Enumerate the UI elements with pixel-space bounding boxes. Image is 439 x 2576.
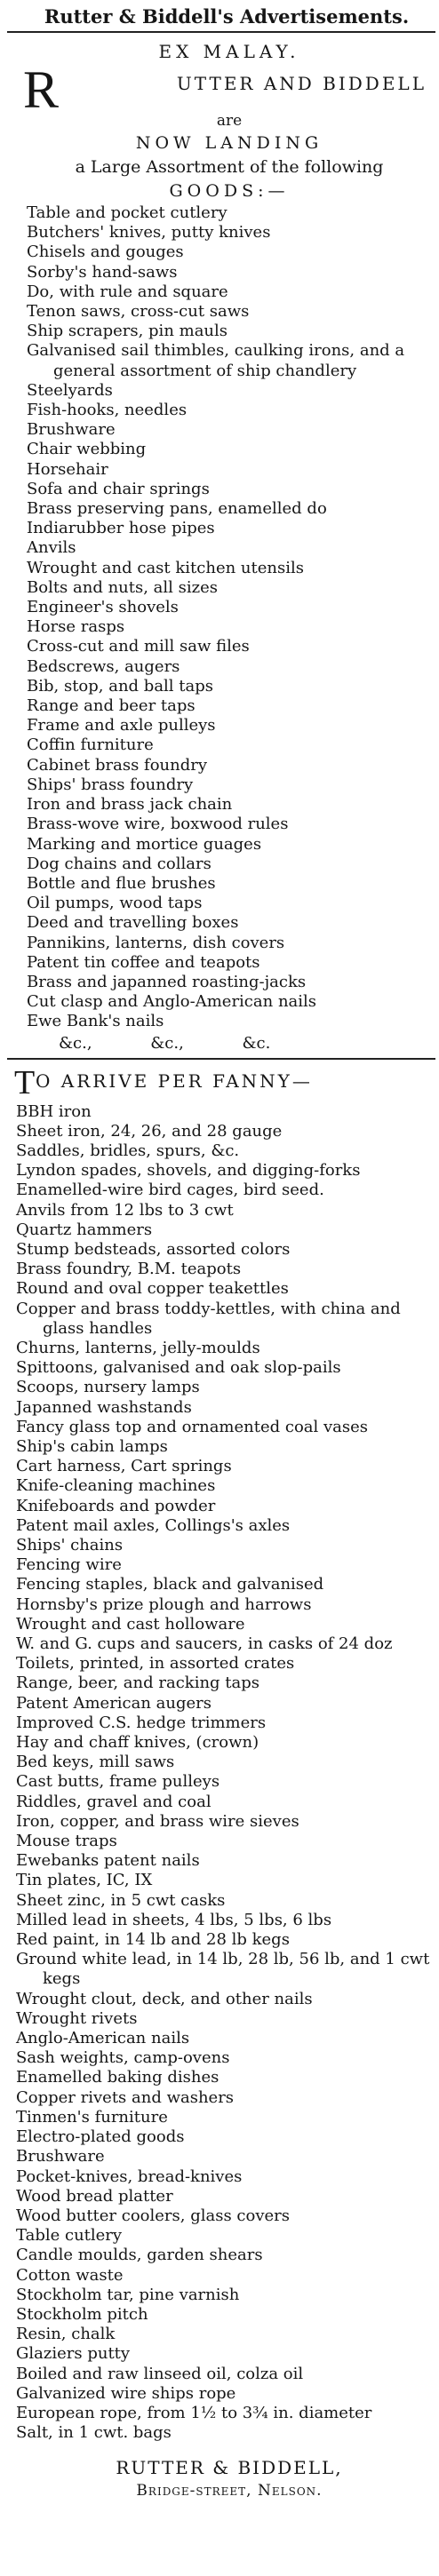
list-item: Brushware [16, 2147, 105, 2167]
list-item: Cotton waste [16, 2265, 124, 2285]
address: Bridge-street, Nelson. [136, 2482, 323, 2500]
list-item: Sorby's hand-saws [27, 262, 178, 282]
list-item: Ewe Bank's nails [27, 1012, 164, 1031]
list-item: Cut clasp and Anglo-American nails [27, 992, 317, 1012]
list-item: Bib, stop, and ball taps [27, 676, 214, 696]
list-item: Sash weights, camp-ovens [16, 2048, 230, 2068]
list-item: Anvils from 12 lbs to 3 cwt [16, 1200, 234, 1220]
list-item: Deed and travelling boxes [27, 913, 239, 933]
list-item: Cabinet brass foundry [27, 755, 208, 775]
list-item: Pocket-knives, bread-knives [16, 2167, 243, 2186]
arrive-list [16, 1102, 432, 2444]
list-item: Range and beer taps [27, 696, 196, 716]
list-item: Patent mail axles, Collings's axles [16, 1515, 291, 1535]
firm-name: UTTER AND BIDDELL [176, 73, 427, 94]
list-item: Salt, in 1 cwt. bags [16, 2423, 172, 2443]
list-item: Quartz hammers [16, 1220, 153, 1239]
list-item: Tin plates, IC, IX [16, 1871, 153, 1890]
list-item: BBH iron [16, 1101, 92, 1121]
list-item: Sheet zinc, in 5 cwt casks [16, 1890, 226, 1910]
list-item: Steelyards [27, 380, 113, 400]
list-item: Ground white lead, in 14 lb, 28 lb, 56 lb, and 1 cwt kegs [16, 1950, 430, 1989]
etc-line: &c., &c., &c. [59, 1033, 271, 1053]
list-item: Horse rasps [27, 617, 125, 637]
list-item: Marking and mortice guages [27, 834, 262, 854]
list-item: Saddles, bridles, spurs, &c. [16, 1141, 240, 1160]
list-item: Patent American augers [16, 1693, 212, 1713]
list-item: Brass preserving pans, enamelled do [27, 499, 327, 519]
list-item: Cart harness, Cart springs [16, 1457, 232, 1476]
now-landing-heading: NOW LANDING [135, 133, 323, 153]
list-item: Engineer's shovels [27, 598, 179, 617]
list-item: Knifeboards and powder [16, 1496, 216, 1515]
arrive-dropcap: T [14, 1063, 36, 1101]
list-item: Round and oval copper teakettles [16, 1279, 289, 1299]
list-item: Spittoons, galvanised and oak slop-pails [16, 1358, 341, 1378]
header-rule [7, 31, 435, 33]
list-item: Fish-hooks, needles [27, 401, 188, 420]
list-item: Chisels and gouges [27, 242, 184, 262]
list-item: Hay and chaff knives, (crown) [16, 1733, 259, 1753]
list-item: Wrought rivets [16, 2008, 138, 2028]
list-item: Brass-wove wire, boxwood rules [27, 815, 289, 834]
list-item: Milled lead in sheets, 4 lbs, 5 lbs, 6 lbs [16, 1910, 332, 1929]
list-item: Frame and axle pulleys [27, 716, 216, 735]
list-item: Sheet iron, 24, 26, and 28 gauge [16, 1121, 283, 1141]
list-item: Brushware [27, 420, 116, 440]
list-item: Horsehair [27, 459, 108, 479]
list-item: Stockholm tar, pine varnish [16, 2285, 240, 2304]
goods-list [27, 203, 432, 1032]
list-item: Mouse traps [16, 1832, 117, 1851]
list-item: Ships' brass foundry [27, 775, 194, 794]
list-item: Scoops, nursery lamps [16, 1378, 200, 1397]
list-item: Wrought and cast kitchen utensils [27, 558, 304, 577]
signature: RUTTER & BIDDELL, [116, 2457, 343, 2479]
list-item: Copper and brass toddy-kettles, with china and glass handles [16, 1299, 401, 1338]
ex-malay-heading: EX MALAY. [158, 41, 300, 62]
list-item: Fencing wire [16, 1555, 122, 1575]
assortment-line: a Large Assortment of the following [75, 157, 384, 177]
list-item: Ship's cabin lamps [16, 1436, 168, 1456]
firm-name-row [23, 60, 432, 119]
list-item: Indiarubber hose pipes [27, 519, 215, 538]
list-item: Copper rivets and washers [16, 2087, 235, 2107]
list-item: Bolts and nuts, all sizes [27, 577, 219, 597]
list-item: Churns, lanterns, jelly-moulds [16, 1338, 260, 1357]
list-item: Bottle and flue brushes [27, 873, 216, 893]
list-item: Chair webbing [27, 440, 147, 459]
list-item: Do, with rule and square [27, 282, 228, 301]
list-item: W. and G. cups and saucers, in casks of 24 doz [16, 1634, 393, 1654]
list-item: European rope, from 1½ to 3¾ in. diameter [16, 2403, 372, 2422]
list-item: Glaziers putty [16, 2344, 131, 2364]
list-item: Tinmen's furniture [16, 2107, 168, 2127]
list-item: Knife-cleaning machines [16, 1476, 216, 1496]
list-item: Bedscrews, augers [27, 656, 180, 676]
list-item: Resin, chalk [16, 2325, 116, 2344]
list-item: Electro-plated goods [16, 2127, 185, 2147]
list-item: Anvils [27, 538, 76, 558]
list-item: Stockholm pitch [16, 2304, 148, 2324]
list-item: Wood butter coolers, glass covers [16, 2206, 290, 2225]
list-item: Pannikins, lanterns, dish covers [27, 933, 285, 952]
list-item: Ewebanks patent nails [16, 1851, 200, 1871]
list-item: Hornsby's prize plough and harrows [16, 1594, 312, 1614]
list-item: Red paint, in 14 lb and 28 lb kegs [16, 1930, 290, 1950]
list-item: Anglo-American nails [16, 2029, 190, 2048]
list-item: Candle moulds, garden shears [16, 2246, 263, 2265]
list-item: Sofa and chair springs [27, 479, 210, 498]
list-item: Butchers' knives, putty knives [27, 223, 271, 242]
list-item: Enamelled baking dishes [16, 2068, 220, 2087]
page-header: Rutter & Biddell's Advertisements. [44, 5, 410, 28]
firm-dropcap: R [23, 60, 60, 119]
list-item: Brass foundry, B.M. teapots [16, 1260, 242, 1279]
list-item: Japanned washstands [16, 1397, 192, 1417]
list-item: Galvanized wire ships rope [16, 2383, 236, 2403]
list-item: Iron and brass jack chain [27, 795, 233, 815]
list-item: Bed keys, mill saws [16, 1753, 175, 1772]
list-item: Lyndon spades, shovels, and digging-forks [16, 1161, 361, 1181]
section-rule [7, 1058, 435, 1060]
list-item: Dog chains and collars [27, 854, 212, 873]
list-item: Stump bedsteads, assorted colors [16, 1239, 291, 1259]
arrive-heading-row [14, 1063, 432, 1101]
list-item: Improved C.S. hedge trimmers [16, 1713, 267, 1732]
list-item: Range, beer, and racking taps [16, 1674, 260, 1693]
list-item: Toilets, printed, in assorted crates [16, 1654, 295, 1674]
list-item: Fancy glass top and ornamented coal vases [16, 1417, 369, 1436]
list-item: Table cutlery [16, 2226, 123, 2246]
list-item: Wood bread platter [16, 2186, 173, 2206]
list-item: Brass and japanned roasting-jacks [27, 972, 307, 991]
list-item: Tenon saws, cross-cut saws [27, 302, 250, 322]
list-item: Cast butts, frame pulleys [16, 1772, 220, 1792]
list-item: Coffin furniture [27, 735, 154, 755]
list-item: Wrought clout, deck, and other nails [16, 1989, 313, 2008]
list-item: Iron, copper, and brass wire sieves [16, 1811, 299, 1831]
list-item: Ship scrapers, pin mauls [27, 322, 228, 341]
are-line: are [216, 112, 243, 130]
list-item: Galvanised sail thimbles, caulking irons, and a general assortment of ship chandlery [27, 341, 405, 380]
list-item: Cross-cut and mill saw files [27, 637, 250, 656]
list-item: Wrought and cast holloware [16, 1614, 245, 1634]
arrive-heading: O ARRIVE PER FANNY— [36, 1069, 313, 1092]
list-item: Fencing staples, black and galvanised [16, 1575, 324, 1594]
list-item: Oil pumps, wood taps [27, 894, 203, 913]
list-item: Patent tin coffee and teapots [27, 952, 260, 972]
list-item: Ships' chains [16, 1536, 124, 1554]
list-item: Riddles, gravel and coal [16, 1792, 212, 1811]
list-item: Table and pocket cutlery [27, 203, 227, 222]
list-item: Boiled and raw linseed oil, colza oil [16, 2364, 304, 2383]
goods-heading: GOODS:— [169, 181, 290, 201]
list-item: Enamelled-wire bird cages, bird seed. [16, 1181, 324, 1200]
